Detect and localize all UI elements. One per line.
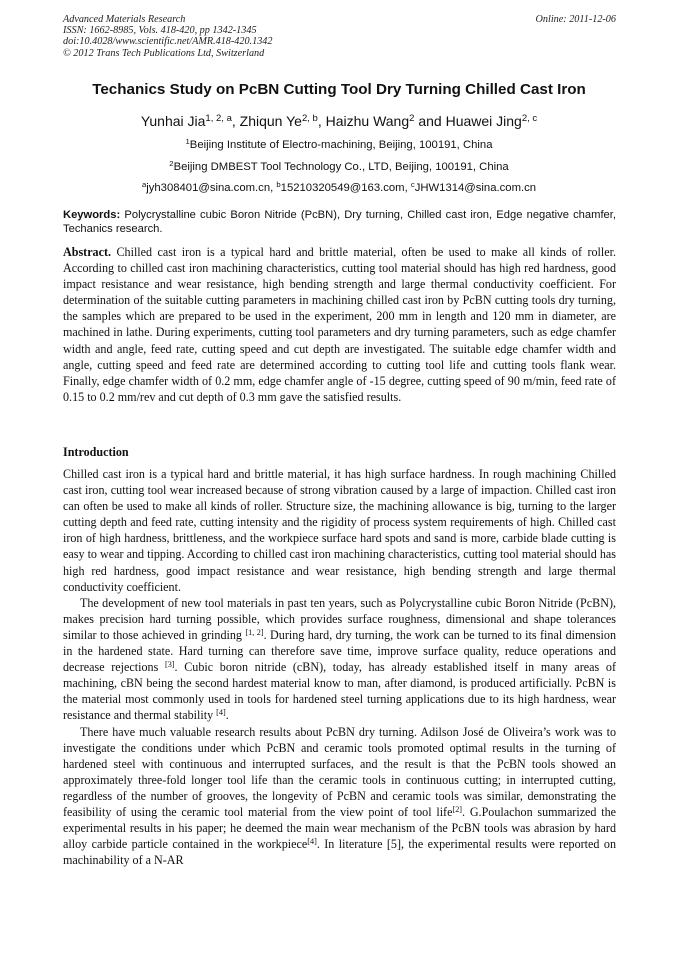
affiliation-1	[40, 138, 638, 152]
journal-header	[63, 14, 616, 59]
email-mark: c	[410, 179, 415, 189]
online-date: Online: 2011-12-06	[535, 14, 616, 25]
paragraph-text: There have much valuable research results about PcBN dry turning. Adilson José de Oliveira’s work was to investigate the conditions under which PcBN and ceramic tools promoted optimal results in the turning of hardened steel with continuous and interrupted surfaces, and the result is that the PcBN tools showed an approximately three-fold longer tool life than the ceramic tools in continuous cutting; in interrupted cutting, regardless of the number of grooves, the longevity of PcBN and ceramic tools was similar, demonstrating the feasibility of using the ceramic tool material from the view point of tool life	[63, 724, 616, 819]
email-mark: a	[141, 179, 147, 189]
citation: [4]	[216, 708, 226, 718]
abstract-label: Abstract.	[63, 245, 112, 259]
paragraph-text: . In literature [5], the experimental results were reported on machinability of a N-AR	[63, 837, 616, 868]
author-affiliation-mark: 2, c	[521, 112, 538, 124]
email-line	[40, 181, 638, 195]
intro-paragraph-2	[63, 595, 616, 724]
affiliation-2	[40, 160, 638, 174]
citation: [3]	[164, 660, 175, 670]
intro-paragraph-1: Chilled cast iron is a typical hard and brittle material, it has high surface hardness. In rough machining Chilled cast iron, cutting tool wear increased because of strong vibration caused by a large of impaction. Chilled cast iron can often be used to make all kinds of roller. Structure size, the machining allowance is big, turning to the larger cutting depth and feed rate, cutting intensity and the rigidity of process system requirements of high. Chilled cast iron of high hardness, brittleness, and the workpiece surface hard spots and sand is more, carbide blade cutting is easy to wear and tipping. According to chilled cast iron machining characteristics, cutting tool material should has high red hardness, good impact resistance and wear resistance, high bending strength and large thermal conductivity coefficient.	[63, 467, 616, 594]
affiliation-mark: 2	[169, 158, 174, 168]
citation: [2]	[452, 804, 463, 814]
journal-name: Advanced Materials Research	[63, 14, 186, 25]
section-heading-introduction: Introduction	[63, 445, 129, 459]
abstract-block	[63, 244, 616, 405]
paragraph-text: . Cubic boron nitride (cBN), today, has already established itself in many areas of machining, cBN being the second hardest material know to man, after diamond, is produced artificially. PcBN is the material most commonly used in tools for hardened steel turning applications due to its high hardness, wear resistance and thermal stability	[63, 660, 616, 723]
copyright-line: © 2012 Trans Tech Publications Ltd, Switzerland	[63, 47, 265, 59]
issn-line: ISSN: 1662-8985, Vols. 418-420, pp 1342-1345	[63, 25, 257, 37]
email-address: 15210320549@163.com,	[280, 182, 411, 194]
affiliation-text: Beijing DMBEST Tool Technology Co., LTD, Beijing, 100191, China	[173, 161, 509, 173]
paragraph-text: .	[225, 708, 229, 723]
paragraph-text: . During hard, dry turning, the work can be turned to its final dimension in the hardened state. Hard turning can therefore save time, improve surface quality, reduce operations and decrease rejections	[63, 627, 616, 675]
keywords-block	[63, 208, 616, 237]
author-separator: ,	[231, 113, 240, 129]
paragraph-text: The development of new tool materials in past ten years, such as Polycrystalline cubic Boron Nitride (PcBN), makes precision hard turning possible, which provides surface roughness, dimensional and shape tolerances similar to those achieved in grinding	[63, 595, 616, 642]
author-list	[40, 112, 638, 130]
citation: [4]	[307, 837, 317, 847]
paper-title: Techanics Study on PcBN Cutting Tool Dry Turning Chilled Cast Iron	[92, 81, 586, 98]
email-address: jyh308401@sina.com.cn,	[146, 182, 277, 194]
author-affiliation-mark: 2	[409, 112, 415, 124]
introduction-body	[63, 466, 616, 868]
author-affiliation-mark: 2, b	[301, 112, 318, 124]
author-separator: and	[414, 113, 446, 129]
affiliation-text: Beijing Institute of Electro-machining, Beijing, 100191, China	[189, 139, 493, 151]
author-name: Zhiqun Ye	[239, 113, 302, 129]
author-name: Haizhu Wang	[325, 113, 410, 129]
email-address: JHW1314@sina.com.cn	[414, 182, 537, 194]
affiliation-mark: 1	[185, 136, 190, 146]
citation: [1, 2]	[245, 627, 264, 637]
paragraph-text: . G.Poulachon summarized the experimental results in his paper; he deemed the main wear mechanism of the PcBN tools was abrasion by hard alloy carbide particle contained in the workpiece	[63, 804, 616, 852]
intro-paragraph-3	[63, 724, 616, 869]
author-name: Yunhai Jia	[140, 113, 206, 129]
author-affiliation-mark: 1, 2, a	[205, 112, 232, 124]
abstract-text: Chilled cast iron is a typical hard and brittle material, often be used to make all kinds of roller. According to chilled cast iron machining characteristics, cutting tool material should has high red hardness, good impact resistance and wear resistance, high bending strength and large thermal conductivity coefficient. For determination of the suitable cutting parameters in machining chilled cast iron by PcBN cutting tools dry turning, the samples which are prepared to be used in the experiment, 200 mm in length and 120 mm in diameter, are machined in lathe. During experiments, cutting tool parameters and dry turning parameters, such as edge chamfer width and angle, feed rate, cutting speed and cut depth are investigated. The suitable edge chamfer width and angle, cutting speed and feed rate are determined according to cutting tool life and cutting tools flank wear. Finally, edge chamfer width of 0.2 mm, edge chamfer angle of -15 degree, cutting speed of 90 m/min, feed rate of 0.15 to 0.2 mm/rev and cut depth of 0.3 mm gave the satisfied results.	[63, 245, 616, 404]
doi-line: doi:10.4028/www.scientific.net/AMR.418-420.1342	[63, 36, 273, 48]
author-name: Huawei Jing	[445, 113, 522, 129]
keywords-text: Polycrystalline cubic Boron Nitride (PcBN), Dry turning, Chilled cast iron, Edge negative chamfer, Techanics research.	[63, 209, 616, 236]
author-separator: ,	[317, 113, 326, 129]
email-mark: b	[276, 179, 281, 189]
keywords-label: Keywords:	[63, 209, 121, 221]
